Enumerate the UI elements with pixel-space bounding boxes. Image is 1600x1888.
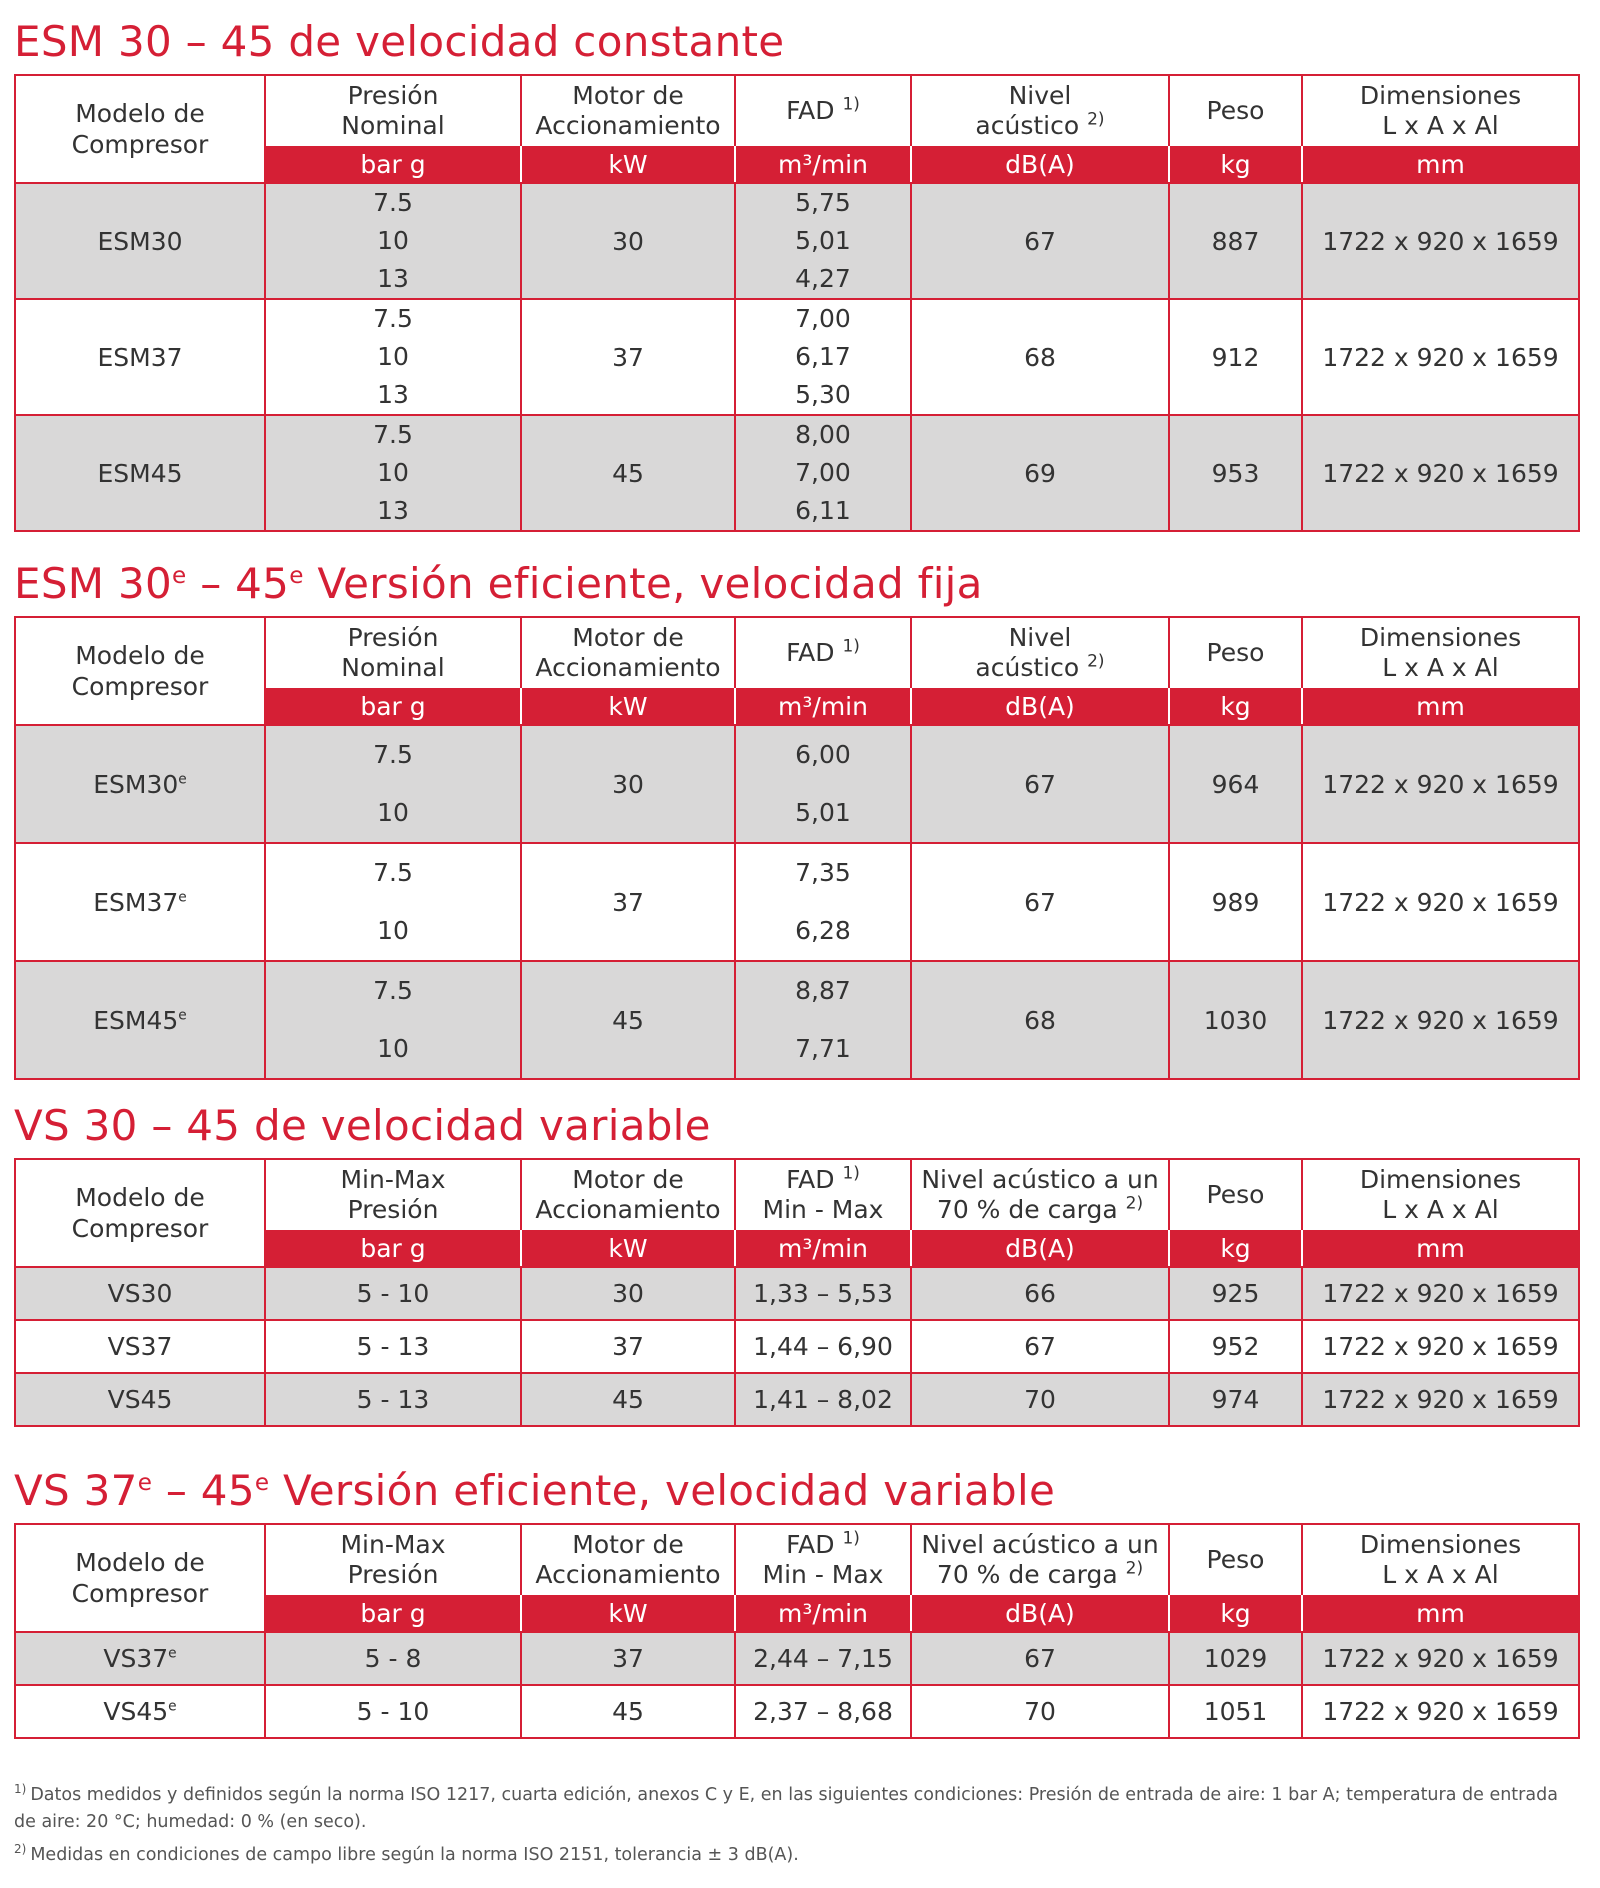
unit-bar: bar g (265, 688, 521, 725)
cell-kw: 30 (521, 183, 735, 299)
cell-db: 70 (911, 1685, 1169, 1738)
cell-kg: 1051 (1169, 1685, 1302, 1738)
unit-db: dB(A) (911, 688, 1169, 725)
footnotes (14, 1782, 1578, 1875)
cell-pressure: 5 - 10 (265, 1685, 521, 1738)
unit-mm: mm (1302, 146, 1579, 183)
header-weight: Peso (1169, 617, 1302, 688)
header-noise: Nivel acústico a un 70 % de carga $^{2)}$ (911, 1524, 1169, 1595)
cell-model: ESM30e (15, 725, 265, 843)
cell-pressure: 5 - 8 (265, 1632, 521, 1685)
header-noise: Nivel acústico a un 70 % de carga $^{2)}$ (911, 1159, 1169, 1230)
cell-kw: 45 (521, 1373, 735, 1426)
table-row (15, 1632, 1579, 1685)
table-row (15, 1373, 1579, 1426)
header-pressure: Presión Nominal (265, 75, 521, 146)
cell-fad: 6,00 5,01 (735, 725, 911, 843)
cell-kw: 45 (521, 415, 735, 531)
unit-kg: kg (1169, 146, 1302, 183)
unit-mm: mm (1302, 1230, 1579, 1267)
cell-dim: 1722 x 920 x 1659 (1302, 1320, 1579, 1373)
cell-fad: 1,41 – 8,02 (735, 1373, 911, 1426)
unit-kg: kg (1169, 1230, 1302, 1267)
table-row (15, 1267, 1579, 1320)
spec-table (14, 1523, 1580, 1739)
unit-db: dB(A) (911, 146, 1169, 183)
cell-pressure: 7.5 10 13 (265, 299, 521, 415)
cell-kw: 37 (521, 299, 735, 415)
header-weight: Peso (1169, 1524, 1302, 1595)
cell-kg: 952 (1169, 1320, 1302, 1373)
unit-bar: bar g (265, 1595, 521, 1632)
header-dimensions: Dimensiones L x A x Al (1302, 617, 1579, 688)
cell-dim: 1722 x 920 x 1659 (1302, 1267, 1579, 1320)
footnote-2: $^{2)}$ Medidas en condiciones de campo libre según la norma ISO 2151, tolerancia ± 3 dB(A). (14, 1842, 799, 1865)
section-vs-variable (14, 1094, 1578, 1427)
header-motor: Motor de Accionamiento (521, 1159, 735, 1230)
header-fad: FAD $^{1)}$ (735, 617, 911, 688)
spec-table (14, 616, 1580, 1080)
unit-db: dB(A) (911, 1230, 1169, 1267)
cell-model: VS37 (15, 1320, 265, 1373)
cell-model: VS30 (15, 1267, 265, 1320)
header-fad: FAD $^{1)}$ Min - Max (735, 1524, 911, 1595)
cell-kg: 887 (1169, 183, 1302, 299)
cell-kg: 912 (1169, 299, 1302, 415)
cell-fad: 5,75 5,01 4,27 (735, 183, 911, 299)
cell-dim: 1722 x 920 x 1659 (1302, 843, 1579, 961)
spec-table (14, 1158, 1580, 1427)
header-fad: FAD $^{1)}$ (735, 75, 911, 146)
cell-dim: 1722 x 920 x 1659 (1302, 1373, 1579, 1426)
cell-fad: 7,00 6,17 5,30 (735, 299, 911, 415)
cell-fad: 8,87 7,71 (735, 961, 911, 1079)
header-fad: FAD $^{1)}$ Min - Max (735, 1159, 911, 1230)
header-dimensions: Dimensiones L x A x Al (1302, 75, 1579, 146)
unit-flow: m³/min (735, 1230, 911, 1267)
cell-kw: 37 (521, 1632, 735, 1685)
unit-flow: m³/min (735, 146, 911, 183)
cell-fad: 7,35 6,28 (735, 843, 911, 961)
cell-kg: 925 (1169, 1267, 1302, 1320)
unit-kw: kW (521, 688, 735, 725)
unit-kw: kW (521, 1230, 735, 1267)
cell-fad: 1,33 – 5,53 (735, 1267, 911, 1320)
table-row (15, 843, 1579, 961)
unit-kw: kW (521, 1595, 735, 1632)
cell-kg: 1030 (1169, 961, 1302, 1079)
cell-model: VS37e (15, 1632, 265, 1685)
cell-db: 68 (911, 299, 1169, 415)
header-pressure: Min-Max Presión (265, 1524, 521, 1595)
header-motor: Motor de Accionamiento (521, 617, 735, 688)
cell-fad: 1,44 – 6,90 (735, 1320, 911, 1373)
cell-db: 68 (911, 961, 1169, 1079)
header-weight: Peso (1169, 75, 1302, 146)
cell-dim: 1722 x 920 x 1659 (1302, 183, 1579, 299)
cell-model: ESM45 (15, 415, 265, 531)
table-row (15, 725, 1579, 843)
cell-pressure: 7.5 10 13 (265, 415, 521, 531)
cell-db: 67 (911, 1632, 1169, 1685)
cell-db: 67 (911, 725, 1169, 843)
header-model: Modelo de Compresor (15, 1524, 265, 1632)
header-model: Modelo de Compresor (15, 75, 265, 183)
unit-mm: mm (1302, 688, 1579, 725)
cell-pressure: 5 - 10 (265, 1267, 521, 1320)
cell-model: ESM37e (15, 843, 265, 961)
cell-kg: 989 (1169, 843, 1302, 961)
cell-pressure: 5 - 13 (265, 1373, 521, 1426)
cell-kw: 37 (521, 1320, 735, 1373)
cell-kw: 37 (521, 843, 735, 961)
cell-db: 70 (911, 1373, 1169, 1426)
cell-dim: 1722 x 920 x 1659 (1302, 961, 1579, 1079)
cell-pressure: 7.5 10 13 (265, 183, 521, 299)
cell-model: ESM30 (15, 183, 265, 299)
cell-dim: 1722 x 920 x 1659 (1302, 415, 1579, 531)
spec-table (14, 74, 1580, 532)
cell-kg: 964 (1169, 725, 1302, 843)
cell-kg: 974 (1169, 1373, 1302, 1426)
table-row (15, 299, 1579, 415)
cell-pressure: 7.5 10 (265, 961, 521, 1079)
cell-fad: 2,37 – 8,68 (735, 1685, 911, 1738)
cell-model: ESM37 (15, 299, 265, 415)
cell-model: VS45e (15, 1685, 265, 1738)
unit-flow: m³/min (735, 1595, 911, 1632)
header-motor: Motor de Accionamiento (521, 75, 735, 146)
section-title: ESM 30 – 45 de velocidad constante (14, 17, 785, 66)
table-row (15, 1320, 1579, 1373)
cell-db: 69 (911, 415, 1169, 531)
unit-bar: bar g (265, 146, 521, 183)
cell-dim: 1722 x 920 x 1659 (1302, 725, 1579, 843)
header-model: Modelo de Compresor (15, 617, 265, 725)
cell-db: 67 (911, 843, 1169, 961)
section-esm-constant (14, 10, 1578, 532)
header-pressure: Min-Max Presión (265, 1159, 521, 1230)
table-row (15, 961, 1579, 1079)
header-pressure: Presión Nominal (265, 617, 521, 688)
unit-kg: kg (1169, 1595, 1302, 1632)
cell-db: 66 (911, 1267, 1169, 1320)
cell-kw: 30 (521, 725, 735, 843)
cell-kg: 1029 (1169, 1632, 1302, 1685)
header-model: Modelo de Compresor (15, 1159, 265, 1267)
cell-db: 67 (911, 183, 1169, 299)
unit-kg: kg (1169, 688, 1302, 725)
cell-model: ESM45e (15, 961, 265, 1079)
section-vs-efficient (14, 1459, 1578, 1739)
unit-flow: m³/min (735, 688, 911, 725)
cell-fad: 2,44 – 7,15 (735, 1632, 911, 1685)
header-weight: Peso (1169, 1159, 1302, 1230)
header-motor: Motor de Accionamiento (521, 1524, 735, 1595)
section-title: VS 30 – 45 de velocidad variable (14, 1101, 711, 1150)
cell-kw: 45 (521, 961, 735, 1079)
cell-pressure: 5 - 13 (265, 1320, 521, 1373)
header-noise: Nivel acústico $^{2)}$ (911, 75, 1169, 146)
cell-dim: 1722 x 920 x 1659 (1302, 1685, 1579, 1738)
footnote-1: $^{1)}$ Datos medidos y definidos según la norma ISO 1217, cuarta edición, anexos C y E, en las siguientes condiciones: Presión de entrada de aire: 1 bar A; temperatura de entrada de aire: 20 °C; humedad: 0 % (en seco). (14, 1782, 1558, 1832)
cell-kg: 953 (1169, 415, 1302, 531)
header-dimensions: Dimensiones L x A x Al (1302, 1524, 1579, 1595)
unit-db: dB(A) (911, 1595, 1169, 1632)
section-title: ESM 30e – 45e Versión eficiente, velocidad fija (14, 559, 983, 608)
section-esm-efficient (14, 552, 1578, 1080)
table-row (15, 1685, 1579, 1738)
cell-pressure: 7.5 10 (265, 843, 521, 961)
cell-dim: 1722 x 920 x 1659 (1302, 1632, 1579, 1685)
cell-pressure: 7.5 10 (265, 725, 521, 843)
cell-model: VS45 (15, 1373, 265, 1426)
unit-mm: mm (1302, 1595, 1579, 1632)
table-row (15, 183, 1579, 299)
unit-bar: bar g (265, 1230, 521, 1267)
header-noise: Nivel acústico $^{2)}$ (911, 617, 1169, 688)
cell-kw: 45 (521, 1685, 735, 1738)
cell-kw: 30 (521, 1267, 735, 1320)
cell-db: 67 (911, 1320, 1169, 1373)
unit-kw: kW (521, 146, 735, 183)
section-title: VS 37e – 45e Versión eficiente, velocidad variable (14, 1466, 1056, 1515)
table-row (15, 415, 1579, 531)
header-dimensions: Dimensiones L x A x Al (1302, 1159, 1579, 1230)
cell-dim: 1722 x 920 x 1659 (1302, 299, 1579, 415)
cell-fad: 8,00 7,00 6,11 (735, 415, 911, 531)
